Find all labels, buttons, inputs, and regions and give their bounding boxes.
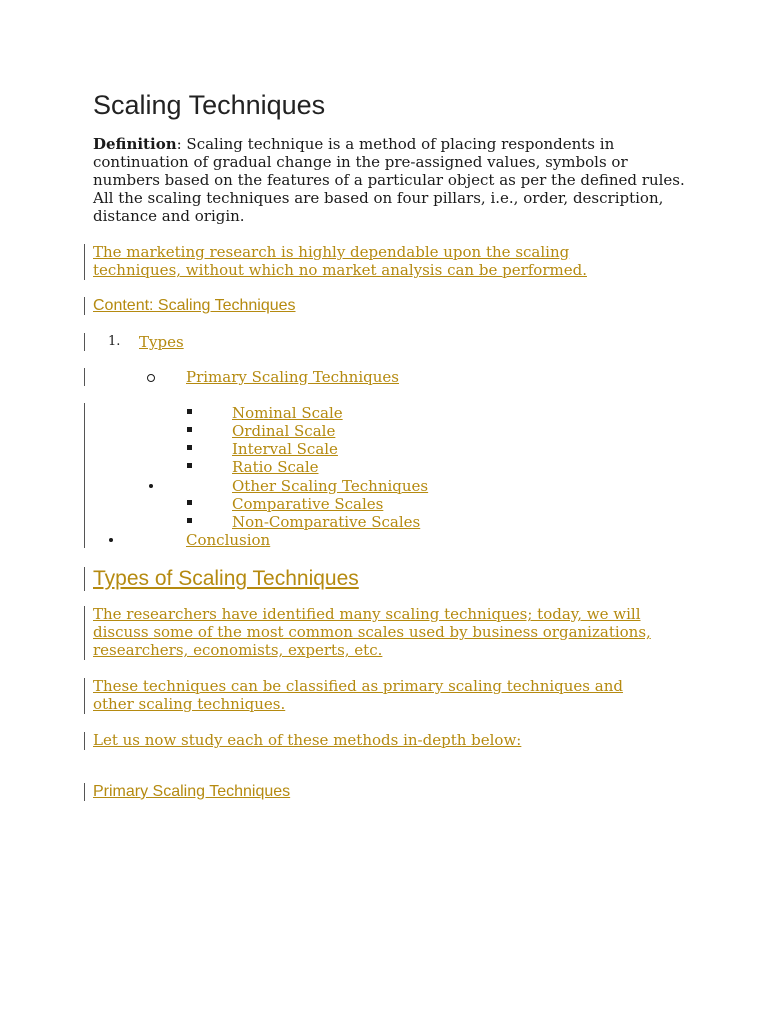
toc-item-comparative[interactable]: Comparative Scales <box>232 495 384 513</box>
primary-heading-link[interactable]: Primary Scaling Techniques <box>93 783 291 800</box>
toc-item-nominal[interactable]: Nominal Scale <box>232 404 343 422</box>
toc-item-ordinal[interactable]: Ordinal Scale <box>232 422 336 440</box>
square-bullet-icon <box>187 500 192 505</box>
change-bar <box>84 567 85 591</box>
list-number: 1. <box>108 334 121 349</box>
toc-primary-link[interactable]: Primary Scaling Techniques <box>186 368 399 386</box>
paragraph-study[interactable]: Let us now study each of these methods in-depth below: <box>93 731 522 749</box>
toc-other-link[interactable]: Other Scaling Techniques <box>232 477 429 495</box>
circle-bullet-icon <box>147 374 155 382</box>
change-bar <box>84 732 85 750</box>
change-bar <box>84 297 85 315</box>
dot-bullet-icon <box>109 538 113 542</box>
toc-conclusion-link[interactable]: Conclusion <box>186 531 271 549</box>
square-bullet-icon <box>187 463 192 468</box>
definition-paragraph <box>93 135 693 225</box>
square-bullet-icon <box>187 427 192 432</box>
toc-item-interval[interactable]: Interval Scale <box>232 440 338 458</box>
square-bullet-icon <box>187 445 192 450</box>
dot-bullet-icon <box>149 484 153 488</box>
definition-label: Definition <box>93 135 177 153</box>
square-bullet-icon <box>187 409 192 414</box>
change-bar <box>84 333 85 351</box>
square-bullet-icon <box>187 518 192 523</box>
types-heading-link[interactable]: Types of Scaling Techniques <box>93 567 359 590</box>
content-heading-link[interactable]: Content: Scaling Techniques <box>93 297 296 314</box>
paragraph-researchers[interactable]: The researchers have identified many scaling techniques; today, we will discuss some of the most common scales used by business organizations, researchers, economists, experts, etc. <box>93 605 651 659</box>
toc-item-ratio[interactable]: Ratio Scale <box>232 458 319 476</box>
change-bar <box>84 678 85 714</box>
toc-item-non-comparative[interactable]: Non-Comparative Scales <box>232 513 421 531</box>
change-bar <box>84 606 85 660</box>
intro-link[interactable]: The marketing research is highly dependable upon the scaling techniques, without which no market analysis can be performed. <box>93 243 587 279</box>
definition-text: : Scaling technique is a method of placing respondents in continuation of gradual change in the pre-assigned values, symbols or numbers based on the features of a particular object as per the defined rules. All the scaling techniques are based on four pillars, i.e., order, description, distance and origin. <box>93 135 685 225</box>
change-bar <box>84 368 85 386</box>
page-title: Scaling Techniques <box>93 90 326 120</box>
toc-types-link[interactable]: Types <box>139 333 184 351</box>
paragraph-classification[interactable]: These techniques can be classified as primary scaling techniques and other scaling techniques. <box>93 677 623 713</box>
change-bar <box>84 244 85 280</box>
change-bar <box>84 783 85 801</box>
change-bar <box>84 403 85 548</box>
